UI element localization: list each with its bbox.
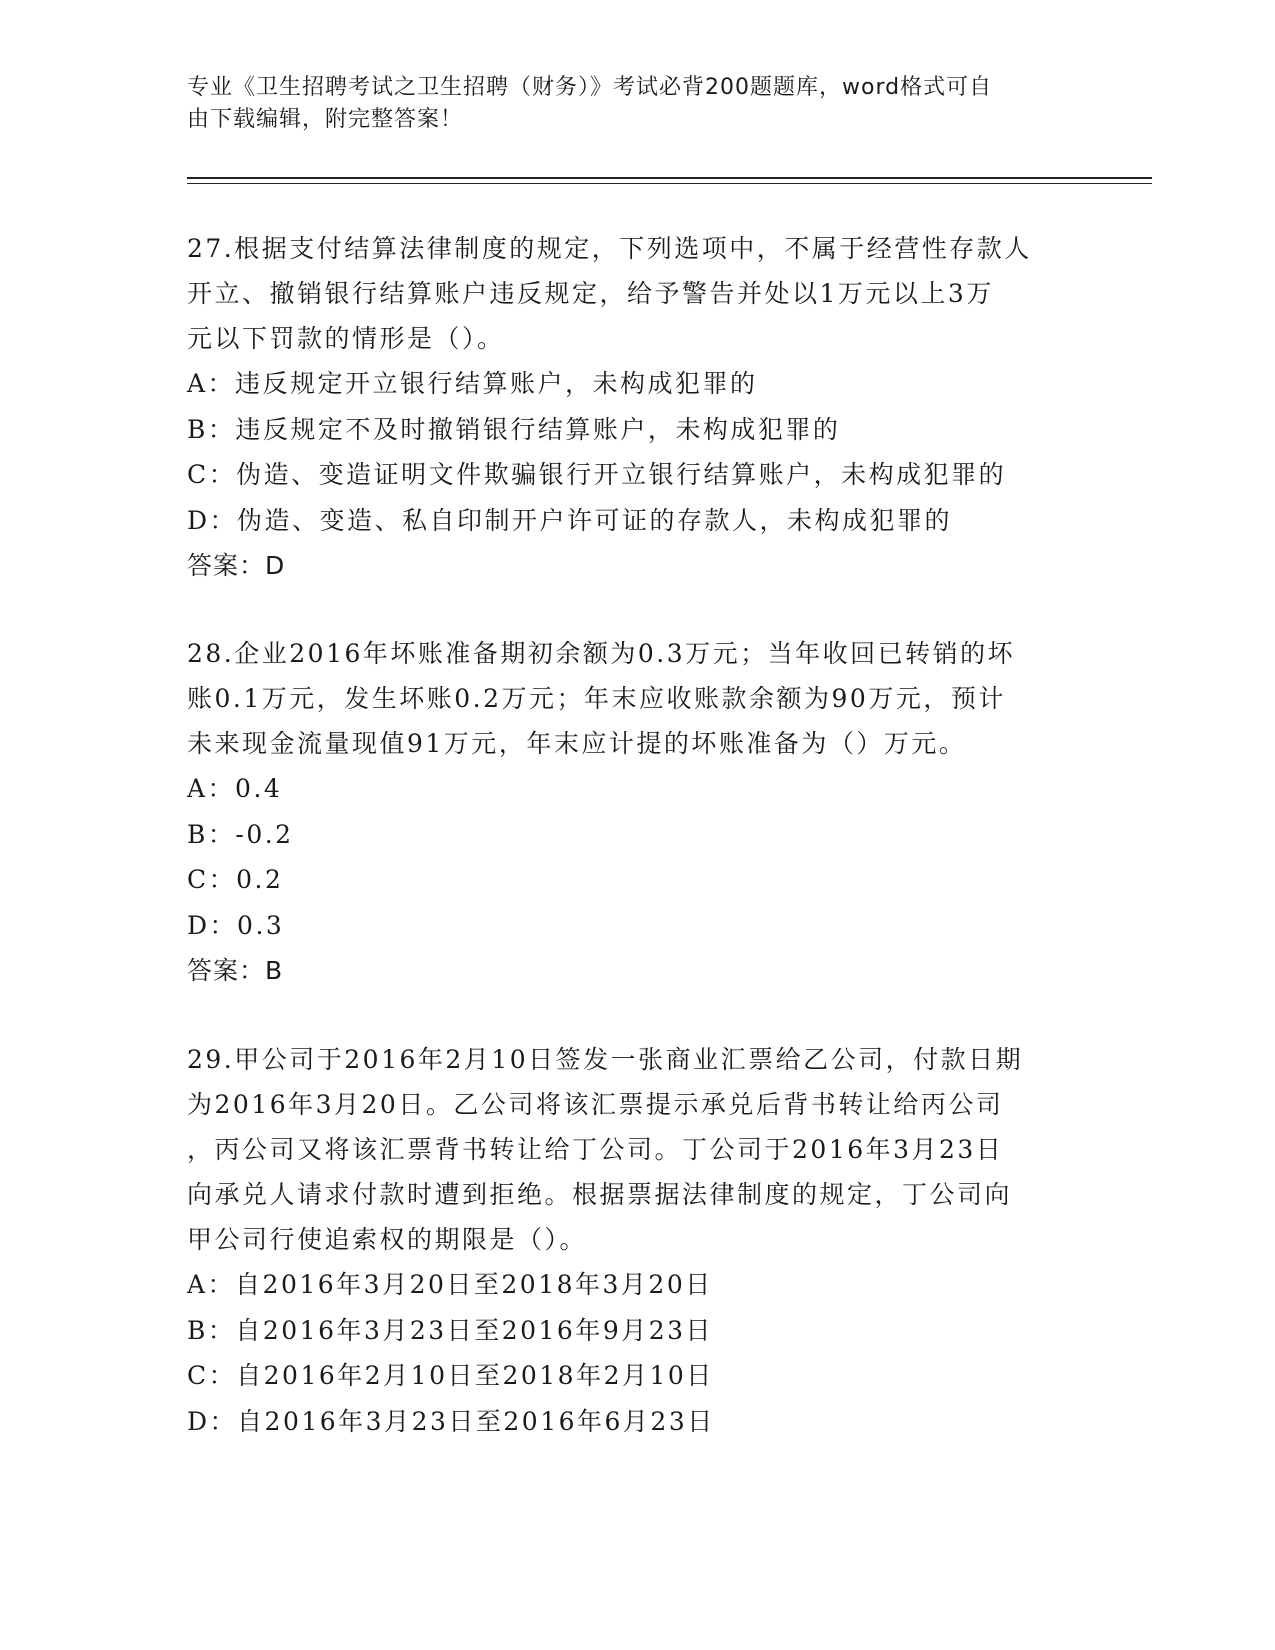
option-a: A：0.4 [187, 774, 283, 803]
answer: 答案：B [187, 956, 284, 985]
answer: 答案：D [187, 551, 286, 580]
question-28 [187, 631, 1077, 993]
option-b: B：-0.2 [187, 819, 294, 849]
question-stem-line: 向承兑人请求付款时遭到拒绝。根据票据法律制度的规定，丁公司向 [187, 1180, 1013, 1209]
question-stem-line: 元以下罚款的情形是（）。 [187, 324, 505, 353]
header-divider [187, 177, 1152, 179]
header-divider [187, 183, 1152, 184]
question-stem-line: 29.甲公司于2016年2月10日签发一张商业汇票给乙公司，付款日期 [187, 1045, 1024, 1074]
option-b: B：自2016年3月23日至2016年9月23日 [187, 1315, 714, 1345]
option-c: C：伪造、变造证明文件欺骗银行开立银行结算账户，未构成犯罪的 [187, 460, 1007, 489]
option-d: D：伪造、变造、私自印制开户许可证的存款人，未构成犯罪的 [187, 505, 953, 535]
question-stem-line: 28.企业2016年坏账准备期初余额为0.3万元；当年收回已转销的坏 [187, 639, 1016, 668]
question-stem-line: 未来现金流量现值91万元，年末应计提的坏账准备为（）万元。 [187, 729, 967, 758]
option-b: B：违反规定不及时撤销银行结算账户，未构成犯罪的 [187, 414, 841, 444]
question-29 [187, 1037, 1077, 1444]
question-stem-line: 甲公司行使追索权的期限是（）。 [187, 1225, 588, 1254]
question-stem-line: 账0.1万元，发生坏账0.2万元；年末应收账款余额为90万元，预计 [187, 684, 1006, 713]
document-header [187, 72, 1067, 136]
question-stem-line: ，丙公司又将该汇票背书转让给丁公司。丁公司于2016年3月23日 [187, 1135, 1004, 1164]
option-d: D：自2016年3月23日至2016年6月23日 [187, 1406, 715, 1436]
option-a: A：自2016年3月20日至2018年3月20日 [187, 1270, 713, 1299]
question-stem-line: 开立、撤销银行结算账户违反规定，给予警告并处以1万元以上3万 [187, 279, 994, 308]
header-line: 专业《卫生招聘考试之卫生招聘（财务）》考试必背200题题库，word格式可自 [187, 75, 993, 100]
option-c: C：0.2 [187, 865, 284, 894]
header-line: 由下载编辑，附完整答案！ [187, 107, 464, 132]
option-d: D：0.3 [187, 910, 285, 940]
option-a: A：违反规定开立银行结算账户，未构成犯罪的 [187, 369, 758, 398]
question-stem-line: 27.根据支付结算法律制度的规定，下列选项中，不属于经营性存款人 [187, 234, 1032, 263]
option-c: C：自2016年2月10日至2018年2月10日 [187, 1361, 714, 1390]
question-27 [187, 226, 1077, 588]
question-stem-line: 为2016年3月20日。乙公司将该汇票提示承兑后背书转让给丙公司 [187, 1090, 1004, 1119]
